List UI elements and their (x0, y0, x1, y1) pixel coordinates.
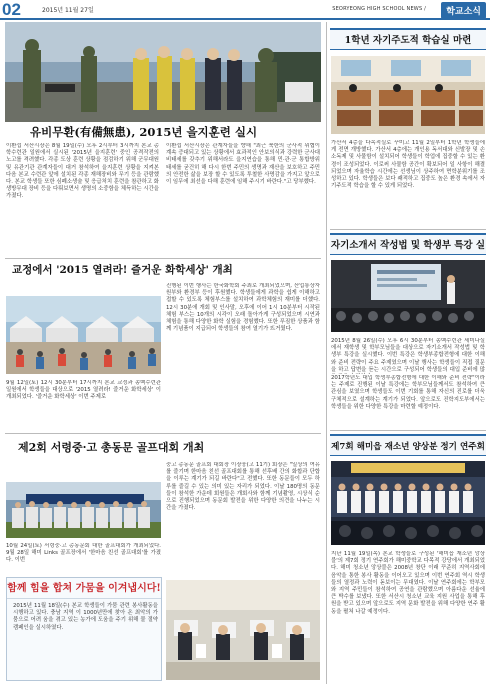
eulji-headline: 유비무환(有備無患), 2015년 을지훈련 실시 (30, 125, 258, 139)
concert-body: 지난 11월 19일(목) 본교 학생들로 구성된 '해미읍 재소년 앙상블'의 제7회 정기 연주회가 해미중학교 다목적 강당에서 개최되었다. 해미 청소년 앙상블은 2008년 창단 이래 꾸준히 지역사회에 음악을 통한 봉사 활동을 이어오고 있으며 이번 연주회 역시 학생들의 열정과 노력이 돋보이는 무대였다. 이날 연주회에는 학부모와 지역 주민들이 참석하여 공연을 관람했으며 아름다운 선율에 큰 박수를 보냈다. 또한 서산시 청소년 교육 지원 사업을 통해 후원을 받고 있으며 앞으로도 지역 문화 발전을 위해 다양한 연주 활동을 펼쳐 나갈 예정이다. (331, 551, 485, 615)
divider (5, 433, 321, 434)
selfstudy-photo (331, 56, 485, 134)
column-divider (326, 22, 327, 684)
section-badge: 학교소식 (441, 2, 486, 19)
page-header (0, 0, 490, 20)
divider (5, 258, 321, 259)
science-caption: 9월 12일(토) 12시 30분부터 17시까지 본교 교정과 송백수련관 일원에서 학생들을 대상으로 '2015 열려라! 즐거운 화학세상' 이 개최되었다. '즐거운 화학세상' 이번 주제로 (6, 380, 161, 401)
page-number: 02 (2, 0, 21, 19)
divider (330, 229, 486, 230)
drought-body: 2015년 11월 18일(수) 본교 학생들이 가뭄 관련 봉사활동을 시행하고 있다. 충남 지역 이 1000년만에 찾아 온 최악의 가뭄으로 어려 움을 겪고 있는 농가에 도움을 주기 위해 물 절약 캠페인을 실시하였다. (13, 603, 158, 631)
selfstudy-body: 가산서 4층을 다목적실로 꾸미고 11월 2일부터 1학년 학생들에게 전면 개방했다. 가산서 4층에는 개인용 독서대와 신발장 및 손소독제 및 사물함이 설치되어 학생들이 학업에 집중할 수 있는 환경이 조성되었다. 이로써 사물함 공간이 확보되어 일 사항이 해결 되었으며 자율학습 시간에는 선생님이 상주하여 면학분위기를 조성하고 있다. 학생들은 보다 쾌적하고 집중도 높은 환경 속에서 자기주도적 학습을 할 수 있게 되었다. (331, 140, 485, 190)
lecture-photo (331, 260, 485, 332)
divider (330, 430, 486, 431)
drought-title: 함께 힘을 합쳐 가뭄을 이겨냅시다! (7, 580, 161, 599)
selfstudy-headline: 1학년 자기주도적 학습실 마련 (330, 28, 486, 50)
drought-callout (6, 577, 162, 681)
eulji-body-col2: 이환섭 서산시장은 관계자들을 향해 "최근 북한의 군사적 위협이 계속 증대되고 있는 상황에서 효과적인 안보의식과 강력한 군사대비태세를 갖추기 위해서라도 을지연습을 통해 민·관·군 통합방위태세를 굳건히 해 다시 한번 주민의 생명과 재산을 보호하고 주민의 안전한 삶을 보장 할 수 있도록 투철한 사명감을 가지고 앞으로 이 임무에 최선을 다해 훈련에 임해 주시기 바란다."고 당부했다. (166, 143, 320, 186)
lecture-body: 2015년 8월 26일(수) 오후 6시 30분부터 송백수련관 세미나실에서 재학생 및 학부모님들을 대상으로 자기소개서 작성법 및 학생부 특강을 실시했다. 이번 특강은 학생부종합전형에 대한 이해와 준비 전략이 주요 주제였으며 이날 행사는 학생들이 직접 질문을 하고 답변을 듣는 시간으로 구성되어 학생들의 대입 준비에 많 (331, 338, 485, 373)
concert-photo (331, 461, 485, 545)
science-headline: 교정에서 '2015 열려라! 즐거운 화학세상' 개최 (12, 264, 233, 276)
golf-caption: 10월 24일(토) 서령중·고 총동문회 대한 골프대회가 개최되었다. 9월 28일 해미 Links 골프장에서 '한마음 친선 골프대회'를 가졌다. 이번 (6, 543, 161, 564)
lecture-body-2: 2017학년도 대입 학생부종합전형에 대한 이해와 준비 전략"이라는 주제로 진행된 이날 특강에는 학부모님들께서도 참석하여 큰 관심을 보였으며 학생들도 이번 기회를 통해 자신의 진로를 더욱 구체적으로 설계하는 계기가 되었다. 앞으로도 진학지도부에서는 학생들을 위한 다양한 특강을 마련할 예정이다. (331, 375, 485, 410)
issue-date: 2015년 11월 27일 (42, 7, 94, 14)
eulji-body-col1: 이환섭 서산시장은 8월 19일(수) 오후 2시부터 3시까지 본교 총학수련관 일원에서 실시된 '2015년 을지훈련' 중인 공격작전의 노고를 격려했다. 각종 도상 훈련 상황을 점검하기 위해 군무대원 및 유관기관 관계자들이 대거 참석하여 을지훈련 상황을 지켜본 다음 본교 수련관 앞에 설치된 각종 재해장비와 무기 등을 관람했다. 본교 학생들 또한 심폐소생술 및 응급처치 훈련을 참관하고 화생방무대 장비 등을 다뤄보면서 생명의 소중함을 체득하는 시간을 가졌다. (6, 143, 159, 200)
golf-headline: 제2회 서령중·고 총동문 골프대회 개최 (18, 441, 205, 454)
drought-photo (166, 580, 320, 680)
lecture-headline: 자기소개서 작성법 및 학생부 특강 실 (330, 233, 486, 255)
eulji-photo (5, 22, 321, 122)
concert-headline: 제7회 해미읍 재소년 양상분 정기 연주회 (330, 434, 486, 456)
science-body: 진행된 이번 행사는 한국화학회 주최로 개최되었으며, 산업통상자원부와 환경부 등이 후원했다. 학생들에게 과학을 쉽게 이해하고 접할 수 있도록 체험부스를 설치하여 과학체험의 재미를 더했다. 12시 30분에 개회 및 인사말, 오후에 이어 1시 10분부터 시작된 체험 부스는 10개의 시각이 오래 돌아가게 구성되었으며 시연과 체험을 통해 다양한 화학 실험을 경험했다. 또한 푸짐한 상품과 함께 기념품이 지급되어 학생들의 참여 열기가 뜨거웠다. (166, 283, 320, 333)
golf-photo (6, 482, 161, 538)
science-photo (6, 296, 161, 374)
paper-name: SEORYEONG HIGH SCHOOL NEWS / (332, 6, 426, 12)
golf-body: 중고 총동문 골프회 대회장 이장웅(고 11기) 회장은 "일상의 여유를 즐기며 한마음 친선 골프대회를 통해 선후배 간의 화합과 단합을 이루는 계기가 되길 바란다"고 전했다. 또한 동문들이 모두 하루를 즐길 수 있는 의미 있는 자리가 되었다. 이날 180명의 동문들이 참석한 가운데 회원들은 개회사와 함께 기념촬영, 시상식 순으로 진행되었으며 동문회 발전을 위한 다양한 의견을 나누는 시간을 가졌다. (166, 462, 320, 512)
